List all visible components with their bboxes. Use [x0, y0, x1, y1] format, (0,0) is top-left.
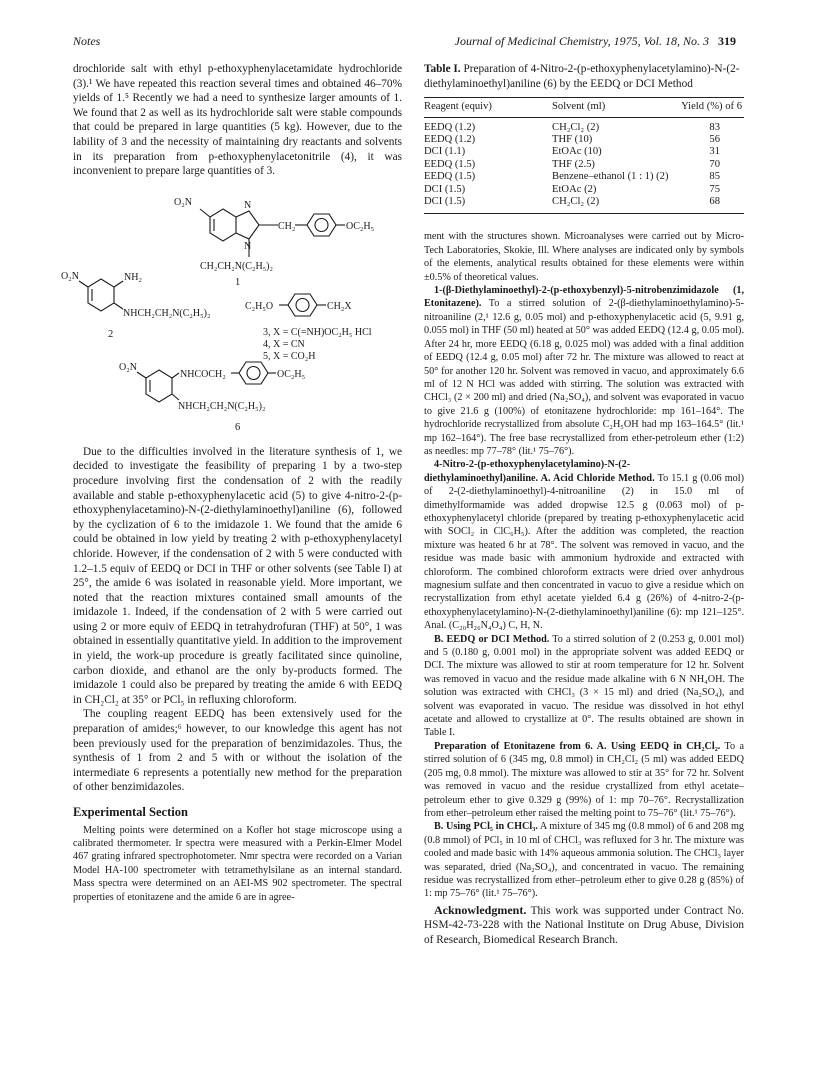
running-head-left: Notes: [73, 34, 101, 48]
table-title-text: Preparation of 4-Nitro-2-(p-ethoxyphenylacetylamino)-N-(2-diethylaminoethyl)aniline (6) by the EEDQ or DCI Method: [424, 63, 740, 90]
section-heading: Experimental Section: [73, 805, 188, 819]
table-row: [424, 146, 744, 158]
s3-ch2x-label: CH₂X: [327, 300, 352, 312]
procedure-text: To a stirred solution of 2 (0.253 g, 0.001 mol) and 5 (0.180 g, 0.001 mol) in the appropriate solvent was added EEDQ or DCI. The mixture was allowed to stir at room temperature for 12 hr. Solvent was removed in vacuo and the residue made alkaline with 6 N NH₄OH. The solution was extracted with CHCl₃ (3 × 15 ml) and dried (Na₂SO₄), and solvent was evaporated in vacuo. The residue was dissolved in hot ethyl acetate and allowed to crystallize at 0°. The results obtained are shown in Table I.: [424, 633, 745, 739]
table-label: Table I.: [424, 63, 461, 75]
journal-citation: Journal of Medicinal Chemistry, 1975, Vol. 18, No. 3: [454, 34, 709, 48]
procedure-text: To 15.1 g (0.06 mol) of 2-(2-diethylaminoethyl)-4-nitroaniline (2) in 15.0 ml of dimethylformamide was added dropwise 12.5 g (0.063 mol) of p-ethoxyphenylacetyl chloride (prepared by treating p-ethoxyphenylacetic acid with SOCl₂ in ClC₆H₅). After the addition was completed, the reaction mixture was heated 6 hr at 78°. The solvent was removed in vacuo, and the residue was made basic with ammonium hydroxide and extracted with chloroform. The combined chloroform extracts were dried over anhydrous magnesium sulfate and then concentrated in vacuo to give a residue which on recrystallization from ethyl acetate yielded 6.4 g (26%) of 4-nitro-2-(p-ethoxyphenylacetylamino)-N-(2-diethylaminoethyl)aniline (6): mp 121–125°. Anal. (C₂₀H₂₆N₄O₄) C, H, N.: [424, 472, 744, 632]
procedure-paragraph: [424, 458, 744, 632]
s2-compound-number: 2: [108, 328, 114, 340]
table-cell: THF (2.5): [552, 158, 595, 170]
body-paragraph: Due to the difficulties involved in the literature synthesis of 1, we decided to investigate the feasibility of preparing 1 by a two-step procedure involving first the condensation of 2 with the readily available and stable p-ethoxyphenylacetic acid (5) to give 4-nitro-2-(p-ethoxyphenylacetamino)-N-(2-diethylaminoethyl)aniline (6), followed by the cyclization of 6 to the imidazole 1. We found that the amide 6 could be obtained in low yield by treating 2 with p-ethoxyphenylacetyl chloride. However, if the condensation of 2 with 5 were conducted with 1.2–1.5 equiv of EEDQ or DCI in THF or other solvents (see Table I) at 25°, the amide 6 was isolated in reasonable yield. More important, we noted that the reaction mixtures contained small amounts of the imidazole 1. Indeed, if the condensation of 2 with 5 were carried out using 2 or more equiv of EEDQ in tetrahydrofuran (THF) at 50°, 1 was obtained in essentially quantitative yield. In addition to the improvement in yield, the work-up procedure is greatly facilitated since quinoline, carbon dioxide, and ethanol are the only by-products formed. The imidazole 1 could also be prepared by treating the amide 6 with EEDQ in CH₂Cl₂ at 35° or PCl₅ in refluxing chloroform.: [73, 445, 402, 706]
s2-bond-nh2: [114, 281, 123, 287]
acknowledgment-text: This work was supported under Contract No. HSM-42-73-228 with the National Institute on Drug Abuse, Division of Research, Biomedical Research Branch.: [424, 904, 744, 946]
table-cell: DCI (1.5): [424, 183, 466, 195]
procedure-text: To a stirred solution of 6 (345 mg, 0.8 mmol) in CH₂Cl₂ (5 ml) was added EEDQ (205 mg, 0.8 mmol). The mixture was allowed to stir at 35° for 72 hr. Solvent was removed in vacuo and the residue crystallized from ethyl acetate–petroleum ether to give 0.329 g (99%) of 1: mp 70–76°. Recrystallization from ether–petroleum ether raised the melting point to 75–76° (lit.¹ 75–76°).: [424, 740, 744, 819]
table-row: [424, 159, 744, 171]
s1-bond-no2: [200, 209, 210, 217]
s6-amide-label: NHCOCH₂: [180, 368, 226, 380]
table-cell: DCI (1.5): [424, 196, 552, 214]
table-cell: EEDQ (1.5): [424, 171, 476, 183]
s6-nitro-label: O₂N: [119, 361, 137, 373]
table-cell: DCI (1.1): [424, 146, 466, 158]
acknowledgment-heading: Acknowledgment.: [434, 902, 527, 917]
procedure-heading: B. Using PCl₅ in CHCl₃.: [434, 821, 538, 833]
acknowledgment-paragraph: [424, 903, 744, 948]
s1-phenyl-ring: [307, 214, 336, 236]
table-cell: EEDQ (1.2): [424, 134, 476, 145]
table-cell: EtOAc (2): [552, 183, 597, 195]
procedure-paragraph: [424, 284, 744, 458]
table-header-row: [424, 98, 744, 117]
body-paragraph: Melting points were determined on a Kofler hot stage microscope using a calibrated thermometer. Ir spectra were measured with a Perkin-Elmer Model 467 grating infrared spectrophotometer. Nmr spectra were recorded on a Varian Model HA-100 spectrometer with tetramethylsilane as an internal standard. Mass spectra were determined on an AEI-MS 902 spectrometer. The spectral properties of etonitazene and the amide 6 are in agree-: [73, 824, 402, 903]
s3-phenyl-ring: [288, 294, 317, 316]
s6-bond-no2: [137, 372, 146, 378]
column-header: Solvent (ml): [552, 98, 674, 117]
table-cell: 70: [709, 158, 720, 170]
s4-definition: 4, X = CN: [263, 338, 305, 350]
s1-nitro-label: O₂N: [174, 196, 192, 208]
table-row: [424, 184, 744, 196]
s2-amine-label: NH₂: [124, 271, 142, 283]
s3-definition: 3, X = C(=NH)OC₂H₅ HCl: [263, 326, 372, 338]
procedure-heading: 1-(β-Diethylaminoethyl)-2-(p-ethoxybenzyl)-5-nitrobenzimidazole (1, Etonitazene).: [424, 285, 744, 310]
s6-phenyl-aromatic: [247, 366, 260, 379]
s6-bond-side: [172, 394, 179, 400]
procedure-heading: Preparation of Etonitazene from 6. A. Using EEDQ in CH₂Cl₂.: [434, 740, 721, 752]
table-cell: 85: [709, 171, 720, 183]
table-cell: 56: [709, 134, 720, 145]
table-row: [424, 117, 744, 134]
table-cell: EEDQ (1.5): [424, 158, 476, 170]
table-cell: THF (10): [552, 134, 593, 145]
table-cell: 75: [709, 183, 720, 195]
s6-phenyl-ring: [239, 362, 268, 384]
table-cell: CH₂Cl₂ (2): [552, 196, 674, 214]
column-header: Yield (%) of 6: [674, 98, 744, 117]
procedure-heading: B. EEDQ or DCI Method.: [434, 633, 550, 645]
body-paragraph: ment with the structures shown. Microanalyses were carried out by Micro-Tech Laboratories, Skokie, Ill. Where analyses are indicated only by symbols of the elements, analytical results obtained for these elements were within ±0.5% of theoretical values.: [424, 231, 744, 283]
structures-svg: [61, 187, 402, 435]
left-column: [61, 62, 402, 904]
table-cell: CH₂Cl₂ (2): [552, 121, 600, 133]
table-block: [424, 62, 744, 214]
s3-phenyl-aromatic: [296, 298, 309, 311]
table-cell: 68: [674, 196, 744, 214]
s2-side-chain-label: NHCH₂CH₂N(C₂H₅)₂: [123, 307, 211, 319]
table-cell: 83: [709, 121, 720, 133]
s6-ethoxy-label: OC₂H₅: [277, 368, 306, 380]
s6-side-chain-label: NHCH₂CH₂N(C₂H₅)₂: [178, 400, 266, 412]
table-row: [424, 171, 744, 183]
s1-n-label-bottom: N: [244, 240, 252, 252]
s2-bond-side: [114, 303, 123, 309]
s2-nitro-label: O₂N: [61, 270, 79, 282]
table-cell: 31: [709, 146, 720, 158]
s1-n-label-top: N: [244, 199, 252, 211]
procedure-paragraph: [424, 820, 744, 900]
s1-side-chain-label: CH₂CH₂N(C₂H₅)₂: [200, 260, 273, 272]
procedure-text: A mixture of 345 mg (0.8 mmol) of 6 and 208 mg (0.8 mmol) of PCl₅ in 10 ml of CHCl₃ was refluxed for 3 hr. The mixture was cooled and made basic with 14% aqueous ammonia solution. The CHCl₃ layer was separated, dried (Na₂SO₄), and concentrated in vacuo. The remaining residue was recrystallized from ether–petroleum ether to give 0.28 g (85%) of 1: mp 75–76° (lit.¹ 75–76°).: [424, 821, 744, 900]
table-row: [424, 134, 744, 146]
chemical-structures-figure: [61, 187, 402, 435]
table-row: [424, 196, 744, 214]
right-column: [424, 62, 744, 948]
s6-bond-amide: [172, 373, 179, 378]
s5-definition: 5, X = CO₂H: [263, 350, 316, 362]
s1-compound-number: 1: [235, 276, 241, 288]
page-number: 319: [718, 34, 736, 48]
s2-bond-no2: [79, 281, 88, 287]
results-table: [424, 97, 744, 214]
s1-phenyl-aromatic: [315, 218, 328, 231]
table-cell: EEDQ (1.2): [424, 121, 476, 133]
s1-imidazole-ring: [236, 211, 259, 239]
table-cell: EtOAc (10): [552, 146, 602, 158]
procedure-paragraph: [424, 633, 744, 740]
s3-ethoxy-label: C₂H₅O: [245, 300, 274, 312]
table-cell: Benzene–ethanol (1 : 1) (2): [552, 171, 669, 183]
procedure-heading: 4-Nitro-2-(p-ethoxyphenylacetylamino)-N-(2-diethylaminoethyl)aniline. A. Acid Chloride Method.: [424, 459, 655, 484]
s6-compound-number: 6: [235, 421, 241, 433]
procedure-text: To a stirred solution of 2-(β-diethylaminoethylamino)-5-nitroaniline (2,¹ 12.6 g, 0.05 mol) and p-ethoxyphenylacetic acid (5, 9.91 g, 0.055 mol) in THF (50 ml) heated at 50° was added EEDQ (12.4 g, 0.05 mol). After 24 hr, more EEDQ (6.18 g, 0.025 mol) was added with a final addition of EEDQ (12.4 g, 0.05 mol) after 72 hr. The mixture was allowed to react at 50° for another 120 hr. Solvent was removed in vacuo, and approximately 6.6 ml of 12 N HCl was added with stirring. The solution was extracted with CHCl₃ (2 × 200 ml) and dried (Na₂SO₄), and solvent was evaporated in vacuo to give 21.6 g (100%) of etonitazene hydrochloride: mp 161–164°. The hydrochloride recrystallized from absolute C₂H₅OH had mp 163–164.5° (lit.¹ mp 162–164°). The free base recrystallized from ether-petroleum ether (1:2) as needles: mp 77–78° (lit.¹ 75–76°).: [424, 298, 744, 457]
procedure-paragraph: [424, 740, 744, 820]
s1-ch2-label: CH₂: [278, 220, 296, 232]
column-header: Reagent (equiv): [424, 98, 552, 117]
body-paragraph: The coupling reagent EEDQ has been extensively used for the preparation of amides;⁶ however, to our knowledge this agent has not been previously used for the preparation of benzimidazoles. Thus, the synthesis of 1 from 2 and 5 with or without the isolation of the intermediate 6 represents a potentially new method for the preparation of other benzimidazoles.: [73, 708, 402, 794]
s1-ethoxy-label: OC₂H₅: [346, 220, 375, 232]
table-caption: [424, 62, 744, 91]
running-head-right: [455, 34, 736, 49]
body-paragraph: drochloride salt with ethyl p-ethoxyphenylacetamidate hydrochloride (3).¹ We have repeated this reaction several times and obtained 46–70% yields of 1.⁵ Recently we had a need to synthesize larger amounts of 1. We found that 2 as well as its hydrochloride salt were stable compounds that could be prepared in large quantities (5 kg). However, due to the lability of 3 and the necessity of maintaining dry reactants and solvents in its preparation from p-ethoxyphenylacetonitrile (4), it was inconvenient to prepare large quantities of 3.: [73, 63, 402, 178]
